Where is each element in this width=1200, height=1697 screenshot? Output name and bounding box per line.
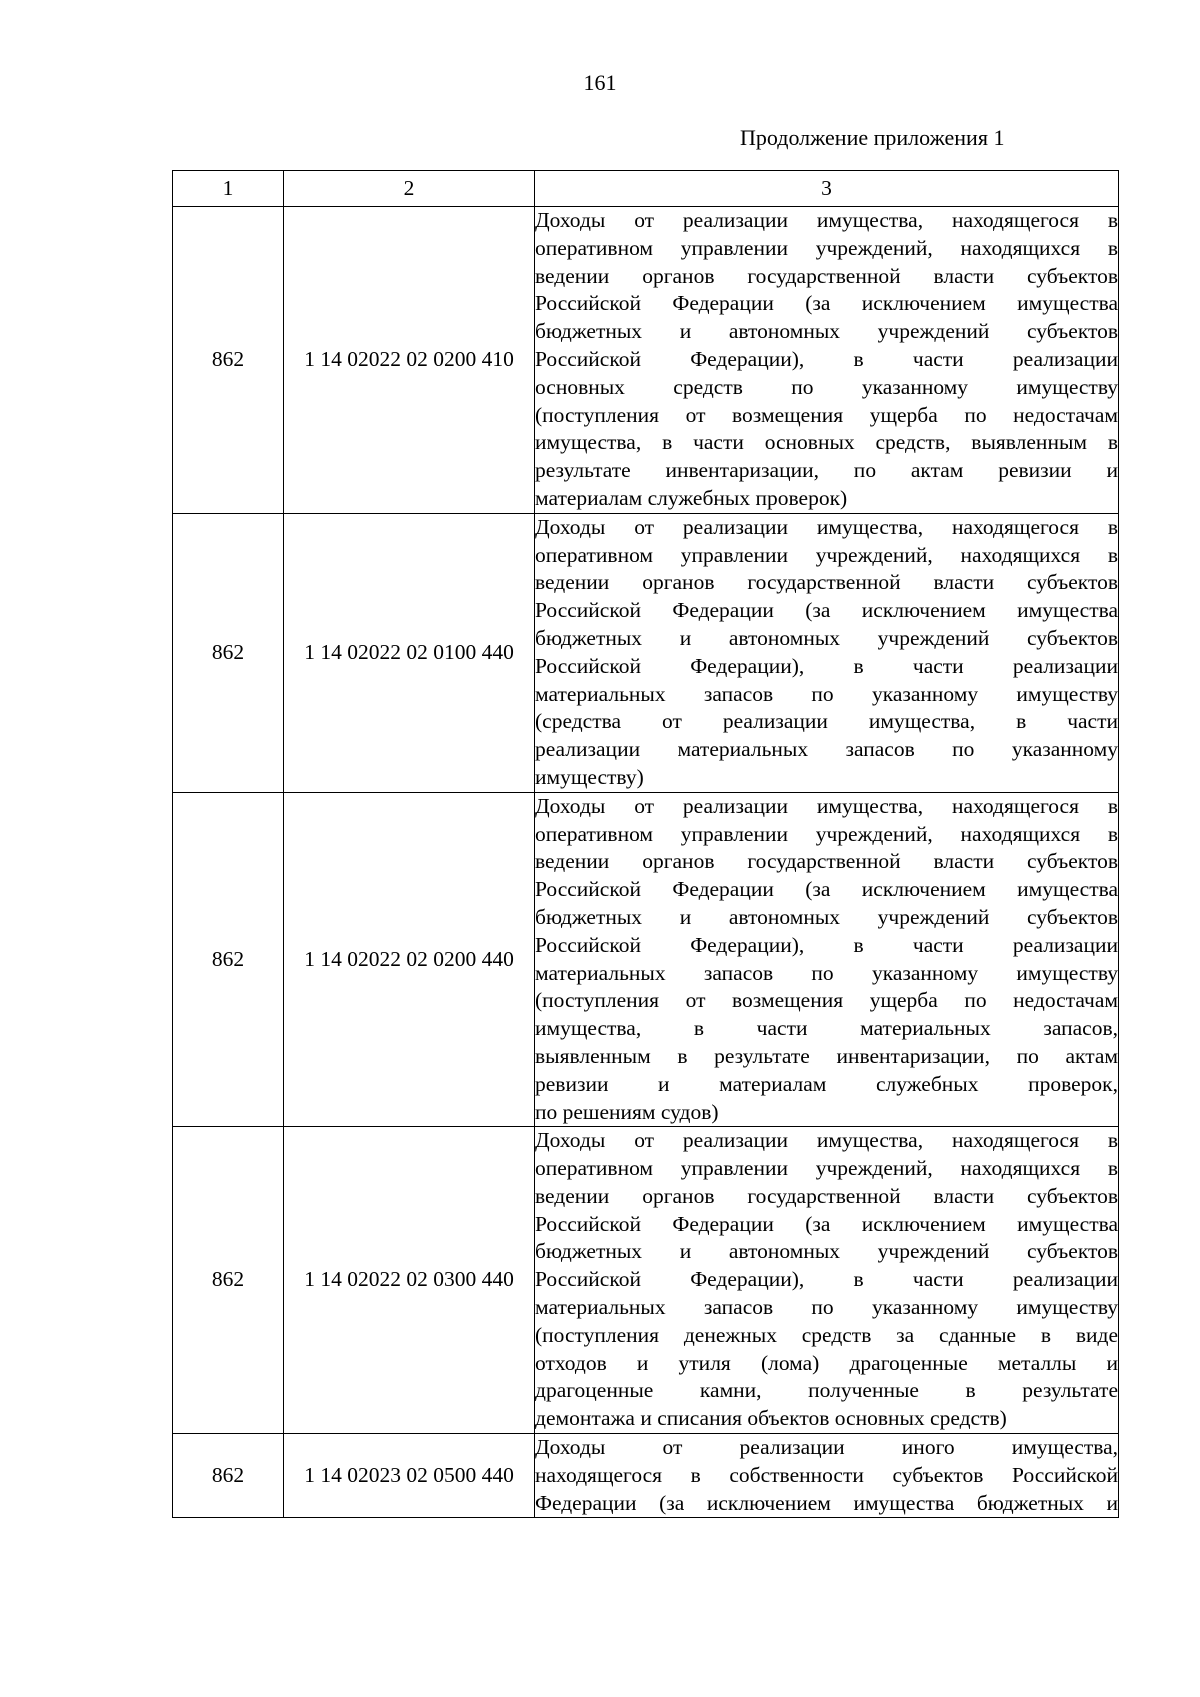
description-line: результате инвентаризации, по актам ревизии и [535, 458, 1118, 483]
description-line: бюджетных и автономных учреждений субъектов [535, 904, 1118, 929]
description-line: (поступления от возмещения ущерба по недостачам [535, 988, 1118, 1013]
page-number: 161 [583, 70, 617, 95]
description-line: Доходы от реализации имущества, находящегося в [535, 793, 1118, 818]
description-line: Российской Федерации (за исключением имущества [535, 291, 1118, 316]
kbk-code-cell: 1 14 02022 02 0100 440 [284, 513, 535, 792]
table-row [173, 792, 1119, 1127]
description-line: Доходы от реализации иного имущества, [535, 1435, 1118, 1460]
description-cell [535, 792, 1119, 1127]
description-line: драгоценные камни, полученные в результате [535, 1378, 1118, 1403]
description-line: (средства от реализации имущества, в части [535, 709, 1118, 734]
description-line: материальных запасов по указанному имуществу [535, 960, 1118, 985]
description-line: бюджетных и автономных учреждений субъектов [535, 319, 1118, 344]
header-cell-col-1: 1 [173, 171, 284, 207]
description-line: реализации материальных запасов по указанному [535, 737, 1118, 762]
description-line: материальных запасов по указанному имуществу [535, 681, 1118, 706]
description-line: Российской Федерации), в части реализации [535, 932, 1118, 957]
description-cell [535, 207, 1119, 514]
description-line: ревизии и материалам служебных проверок, [535, 1071, 1118, 1096]
description-cell [535, 1127, 1119, 1434]
description-line: ведении органов государственной власти субъектов [535, 263, 1118, 288]
description-line: Российской Федерации), в части реализации [535, 1267, 1118, 1292]
description-line: Доходы от реализации имущества, находящегося в [535, 208, 1118, 232]
description-line: материалам служебных проверок) [535, 485, 848, 510]
kbk-code-cell: 1 14 02022 02 0200 440 [284, 792, 535, 1127]
table-row [173, 513, 1119, 792]
description-line: (поступления от возмещения ущерба по недостачам [535, 402, 1118, 427]
description-line: Российской Федерации (за исключением имущества [535, 877, 1118, 902]
admin-code-cell: 862 [173, 207, 284, 514]
description-line: имущества, в части материальных запасов, [535, 1016, 1118, 1041]
description-line: имущества, в части основных средств, выявленным в [535, 430, 1118, 455]
description-line: Российской Федерации), в части реализации [535, 346, 1118, 371]
description-line: Федерации (за исключением имущества бюджетных и [535, 1490, 1118, 1515]
kbk-code-cell: 1 14 02023 02 0500 440 [284, 1434, 535, 1518]
description-line: Российской Федерации (за исключением имущества [535, 598, 1118, 623]
description-line: основных средств по указанному имуществу [535, 374, 1118, 399]
table-row [173, 207, 1119, 514]
admin-code-cell: 862 [173, 1434, 284, 1518]
description-line: демонтажа и списания объектов основных средств) [535, 1406, 1007, 1431]
description-line: по решениям судов) [535, 1099, 719, 1124]
description-line: Доходы от реализации имущества, находящегося в [535, 1128, 1118, 1153]
description-line: оперативном управлении учреждений, находящихся в [535, 821, 1118, 846]
description-line: Российской Федерации), в части реализации [535, 653, 1118, 678]
table-header-row [173, 171, 1119, 207]
description-line: бюджетных и автономных учреждений субъектов [535, 625, 1118, 650]
description-line: бюджетных и автономных учреждений субъектов [535, 1239, 1118, 1264]
description-line: находящегося в собственности субъектов Российской [535, 1462, 1118, 1487]
continuation-label: Продолжение приложения 1 [740, 125, 1005, 150]
description-line: (поступления денежных средств за сданные в виде [535, 1322, 1118, 1347]
description-line: отходов и утиля (лома) драгоценные металлы и [535, 1350, 1118, 1375]
description-line: оперативном управлении учреждений, находящихся в [535, 1156, 1118, 1181]
table-row [173, 1434, 1119, 1518]
description-line: имуществу) [535, 764, 644, 789]
description-line: ведении органов государственной власти субъектов [535, 570, 1118, 595]
description-line: материальных запасов по указанному имуществу [535, 1295, 1118, 1320]
description-line: оперативном управлении учреждений, находящихся в [535, 542, 1118, 567]
table-row [173, 1127, 1119, 1434]
table-body [173, 171, 1119, 1518]
kbk-code-cell: 1 14 02022 02 0300 440 [284, 1127, 535, 1434]
description-line: Доходы от реализации имущества, находящегося в [535, 514, 1118, 539]
admin-code-cell: 862 [173, 792, 284, 1127]
description-line: выявленным в результате инвентаризации, по актам [535, 1043, 1118, 1068]
header-cell-col-2: 2 [284, 171, 535, 207]
description-line: ведении органов государственной власти субъектов [535, 1183, 1118, 1208]
description-line: ведении органов государственной власти субъектов [535, 849, 1118, 874]
admin-code-cell: 862 [173, 1127, 284, 1434]
admin-code-cell: 862 [173, 513, 284, 792]
description-cell [535, 513, 1119, 792]
header-cell-col-3: 3 [535, 171, 1119, 207]
kbk-code-cell: 1 14 02022 02 0200 410 [284, 207, 535, 514]
revenue-codes-table [172, 170, 1119, 1518]
description-line: оперативном управлении учреждений, находящихся в [535, 235, 1118, 260]
description-cell [535, 1434, 1119, 1518]
description-line: Российской Федерации (за исключением имущества [535, 1211, 1118, 1236]
